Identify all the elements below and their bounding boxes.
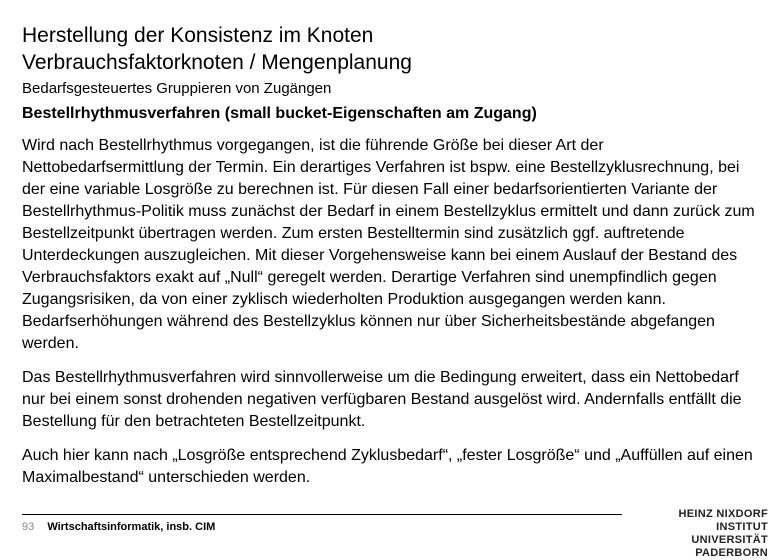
footer <box>22 521 215 533</box>
logo-line-1: HEINZ NIXDORF INSTITUT <box>678 508 768 533</box>
footer-divider <box>22 514 622 515</box>
title-line-2: Verbrauchsfaktorknoten / Mengenplanung <box>22 51 412 74</box>
institute-logo <box>628 508 768 560</box>
slide-title <box>22 22 762 76</box>
term-bestellzyklusrechnung: Bestellzyklusrechnung <box>549 159 710 176</box>
paragraph-1 <box>22 135 762 355</box>
slide-subtitle: Bedarfsgesteuertes Gruppieren von Zugängen <box>22 80 332 97</box>
term-bestellrhythmus: Bestellrhythmus <box>98 137 213 154</box>
section-heading: Bestellrhythmusverfahren (small bucket-Eigenschaften am Zugang) <box>22 105 537 122</box>
paragraph-1-text-c: , bei der eine variable Losgröße zu berechnen ist. Für diesen Fall einer bedarfsorientierten Variante der Bestellrhythmus-Politik muss zunächst der Bedarf in einem Bestellzyklus ermittelt und dann zurück zum Bestellzeitpunkt übertragen werden. Zum ersten Bestelltermin sind zusätzlich ggf. auftretende Unterdeckungen auszugleichen. Mit dieser Vorgehensweise kann bei einem Auslauf der Bestand des Verbrauchsfaktors exakt auf „Null“ geregelt werden. Derartige Verfahren sind unempfindlich gegen Zugangsrisiken, da von einer zyklisch wiederholten Produktion ausgegangen werden kann. Bedarfserhöhungen während des Bestellzyklus können nur über Sicherheitsbestände abgefangen werden. <box>22 159 755 352</box>
paragraph-1-text-a: Wird nach <box>22 137 99 154</box>
page-number: 93 <box>22 521 35 533</box>
logo-line-2: UNIVERSITÄT PADERBORN <box>691 534 768 559</box>
paragraph-2: Das Bestellrhythmusverfahren wird sinnvollerweise um die Bedingung erweitert, dass ein Nettobedarf nur bei einem sonst drohenden negativen verfügbaren Bestand ausgelöst wird. Andernfalls entfällt die Bestellung für den betrachteten Bestellzeitpunkt. <box>22 369 742 430</box>
paragraph-3: Auch hier kann nach „Losgröße entsprechend Zyklusbedarf“, „fester Losgröße“ und „Auffüllen auf einen Maximalbestand“ unterschieden werden. <box>22 447 753 486</box>
slide-body <box>22 135 762 501</box>
title-line-1: Herstellung der Konsistenz im Knoten <box>22 24 374 47</box>
paragraph-1-text-b: vorgegangen, ist die führende Größe bei dieser Art der Nettobedarfsermittlung der Termin. Ein derartiges Verfahren ist bspw. eine <box>22 137 604 176</box>
footer-course: Wirtschaftsinformatik, insb. CIM <box>47 521 216 533</box>
